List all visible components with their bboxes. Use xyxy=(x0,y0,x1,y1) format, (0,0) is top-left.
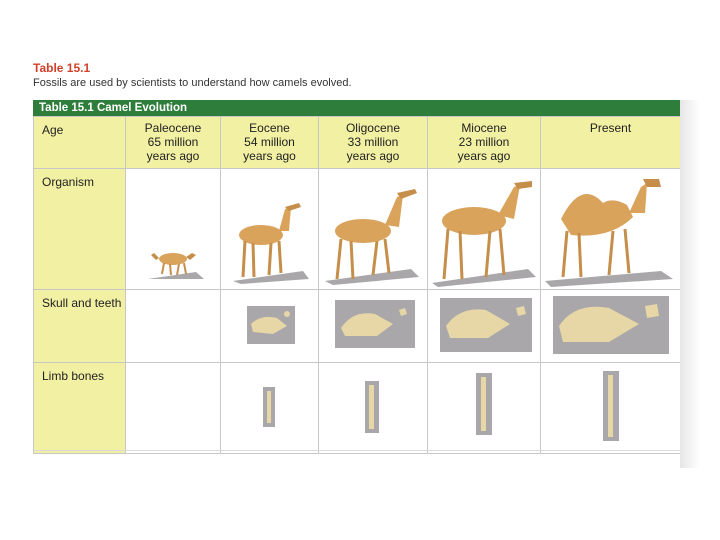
epoch-suffix: years ago xyxy=(146,149,200,163)
limb-paleocene xyxy=(126,363,221,454)
limb-label: Limb bones xyxy=(34,363,126,454)
limb-row xyxy=(34,363,681,454)
eocene-skull-image xyxy=(221,290,319,362)
epoch-mya: 54 million xyxy=(244,135,295,149)
page-title: Table 15.1 xyxy=(33,61,91,75)
skull-row xyxy=(34,290,681,363)
organism-paleocene xyxy=(126,169,221,290)
paleocene-animal-illustration xyxy=(126,169,221,289)
epoch-name: Miocene xyxy=(461,121,507,135)
oligocene-animal-illustration xyxy=(319,169,428,289)
table-title: Table 15.1 Camel Evolution xyxy=(33,100,680,116)
skull-oligocene xyxy=(319,290,428,363)
epoch-header-eocene xyxy=(221,117,319,169)
epoch-name: Oligocene xyxy=(345,121,401,135)
limb-oligocene xyxy=(319,363,428,454)
epoch-suffix: years ago xyxy=(243,149,296,163)
table-grid xyxy=(33,116,681,454)
age-label: Age xyxy=(34,117,126,169)
organism-label: Organism xyxy=(34,169,126,290)
caption: Fossils are used by scientists to understand how camels evolved. xyxy=(33,77,352,89)
epoch-suffix: years ago xyxy=(346,149,400,163)
oligocene-skull-image xyxy=(319,290,428,362)
epoch-header-oligocene xyxy=(319,117,428,169)
camel-evolution-table xyxy=(33,100,680,450)
eocene-animal-illustration xyxy=(221,169,319,289)
epoch-name: Eocene xyxy=(249,121,290,135)
miocene-animal-illustration xyxy=(428,169,541,289)
page-side-shadow xyxy=(680,100,700,468)
age-row xyxy=(34,117,681,169)
organism-row xyxy=(34,169,681,290)
skull-label: Skull and teeth xyxy=(34,290,126,363)
skull-present xyxy=(541,290,681,363)
epoch-mya: 33 million xyxy=(347,135,399,149)
epoch-header-miocene xyxy=(428,117,541,169)
table-bottom-edge xyxy=(33,450,680,451)
skull-miocene xyxy=(428,290,541,363)
modern-limb-image xyxy=(541,363,681,453)
skull-eocene xyxy=(221,290,319,363)
epoch-mya: 65 million xyxy=(147,135,199,149)
epoch-suffix: years ago xyxy=(457,149,511,163)
epoch-mya: 23 million xyxy=(458,135,510,149)
modern-skull-image xyxy=(541,290,681,362)
limb-present xyxy=(541,363,681,454)
miocene-skull-image xyxy=(428,290,541,362)
organism-miocene xyxy=(428,169,541,290)
miocene-limb-image xyxy=(428,363,541,453)
epoch-header-present xyxy=(541,117,681,169)
oligocene-limb-image xyxy=(319,363,428,453)
eocene-limb-image xyxy=(221,363,319,453)
modern-camel-illustration xyxy=(541,169,681,289)
organism-oligocene xyxy=(319,169,428,290)
epoch-name: Present xyxy=(589,121,632,135)
organism-eocene xyxy=(221,169,319,290)
epoch-header-paleocene xyxy=(126,117,221,169)
skull-paleocene xyxy=(126,290,221,363)
limb-miocene xyxy=(428,363,541,454)
organism-present xyxy=(541,169,681,290)
limb-eocene xyxy=(221,363,319,454)
epoch-name: Paleocene xyxy=(144,121,202,135)
